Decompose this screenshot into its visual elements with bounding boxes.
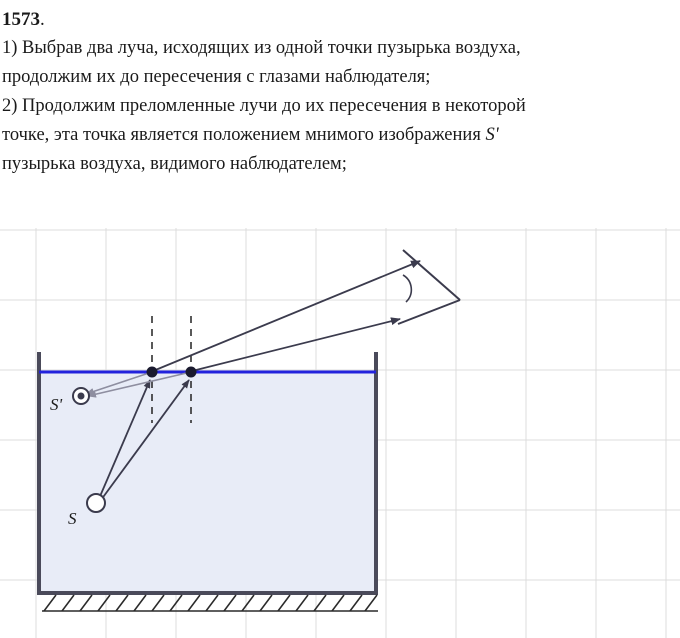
problem-number-value: 1573	[2, 9, 40, 30]
label-source-point: S	[68, 509, 77, 528]
water-body	[39, 372, 376, 593]
incidence-point-2	[186, 367, 197, 378]
solution-line-4	[2, 121, 678, 150]
virtual-image-point-center	[78, 393, 85, 400]
label-image-point: S'	[50, 395, 63, 414]
problem-number-dot: .	[40, 9, 45, 30]
solution-line-2: продолжим их до пересечения с глазами наблюдателя;	[2, 67, 431, 87]
solution-line-1: 1) Выбрав два луча, исходящих из одной точки пузырька воздуха,	[2, 38, 521, 58]
source-point	[87, 494, 105, 512]
figure-svg	[0, 228, 680, 638]
incidence-point-1	[147, 367, 158, 378]
image-symbol: S	[485, 125, 495, 145]
image-symbol-prime: '	[494, 125, 499, 145]
solution-line-4-text: точке, эта точка является положением мнимого изображения	[2, 125, 481, 145]
solution-text-block	[0, 0, 680, 179]
problem-number	[2, 6, 678, 34]
physics-figure	[0, 228, 680, 638]
solution-line-5: пузырька воздуха, видимого наблюдателем;	[2, 154, 347, 174]
solution-line-3: 2) Продолжим преломленные лучи до их пересечения в некоторой	[2, 96, 526, 116]
